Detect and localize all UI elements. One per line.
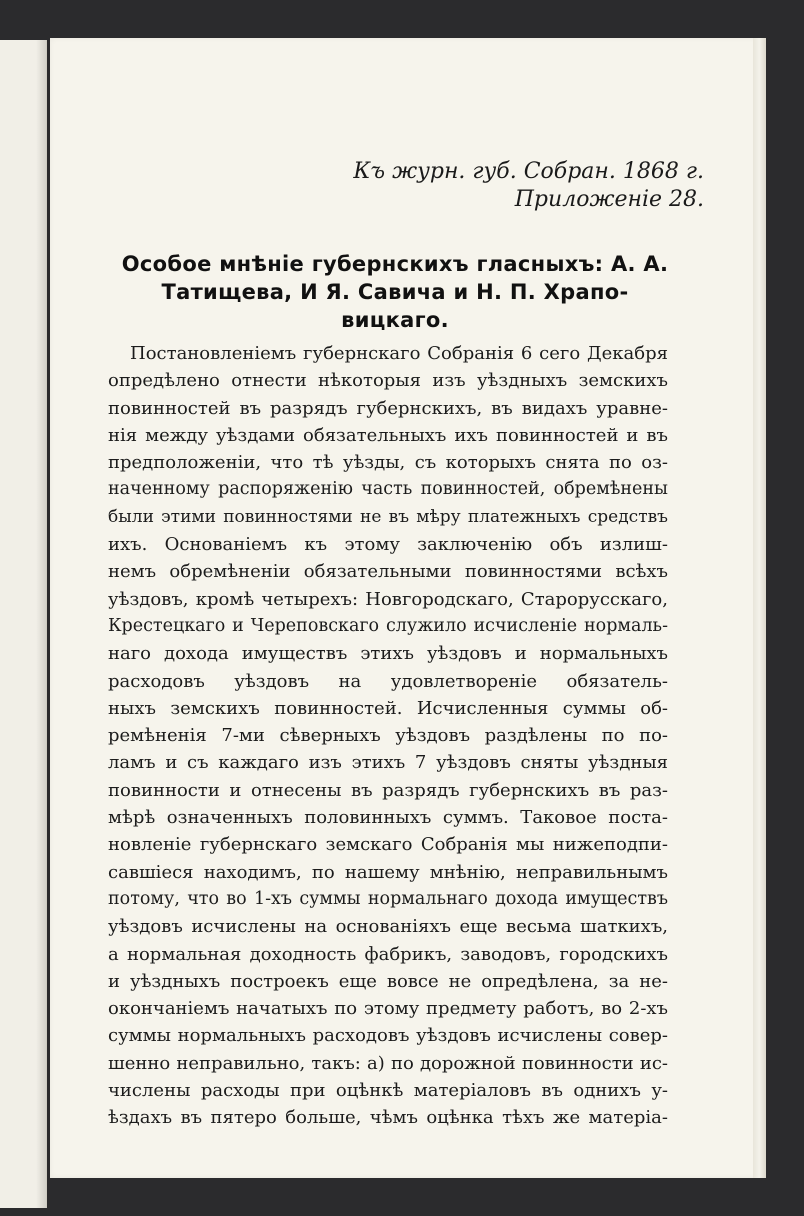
- page-header: [353, 158, 704, 214]
- title-line-1: Особое мнѣніе губернскихъ гласныхъ: А. А.: [121, 252, 669, 276]
- body-line: нія между уѣздами обязательныхъ ихъ повинностей и въ: [108, 424, 668, 446]
- appendix-number: Приложеніе 28.: [514, 187, 704, 212]
- body-line: и уѣздныхъ построекъ еще вовсе не опредѣлена, за не-: [108, 970, 668, 992]
- document-title: [95, 250, 695, 334]
- body-line: савшіеся находимъ, по нашему мнѣнію, неправильнымъ: [108, 861, 668, 883]
- body-line: немъ обремѣненіи обязательными повинностями всѣхъ: [108, 561, 668, 583]
- body-line: уѣздовъ, кромѣ четырехъ: Новгородскаго, Старорусскаго,: [108, 588, 668, 610]
- gutter-shadow: [36, 40, 46, 1208]
- body-line: ныхъ земскихъ повинностей. Исчисленныя суммы об-: [108, 697, 668, 719]
- body-line: мѣрѣ означенныхъ половинныхъ суммъ. Таковое поста-: [108, 807, 668, 829]
- body-line: уѣздовъ исчислены на основаніяхъ еще весьма шаткихъ,: [108, 916, 668, 938]
- body-line: шенно неправильно, такъ: а) по дорожной повинности ис-: [108, 1052, 668, 1074]
- body-line: ѣздахъ въ пятеро больше, чѣмъ оцѣнка тѣхъ же матеріа-: [108, 1107, 668, 1129]
- body-line: опредѣлено отнести нѣкоторыя изъ уѣздныхъ земскихъ: [108, 370, 668, 392]
- journal-reference: Къ журн. губ. Собран. 1868 г.: [353, 159, 704, 184]
- body-line: ихъ. Основаніемъ къ этому заключенію объ излиш-: [108, 534, 668, 556]
- body-line: предположеніи, что тѣ уѣзды, съ которыхъ снята по оз-: [108, 452, 668, 474]
- page-fore-edge: [753, 38, 766, 1178]
- body-line: наченному распоряженію часть повинностей, обремѣнены: [108, 479, 668, 500]
- body-line: наго дохода имуществъ этихъ уѣздовъ и нормальныхъ: [108, 643, 668, 665]
- body-line: расходовъ уѣздовъ на удовлетвореніе обязатель-: [108, 670, 668, 692]
- body-paragraph: [108, 340, 668, 1132]
- title-line-2: Татищева, И Я. Савича и Н. П. Храпо-: [161, 280, 629, 304]
- body-line: новленіе губернскаго земскаго Собранія мы нижеподпи-: [108, 834, 668, 856]
- body-line: были этими повинностями не въ мѣру платежныхъ средствъ: [108, 506, 668, 527]
- title-line-3: вицкаго.: [341, 308, 449, 332]
- body-line: окончаніемъ начатыхъ по этому предмету работъ, во 2-хъ: [108, 998, 668, 1020]
- body-line: Крестецкаго и Череповскаго служило исчисленіе нормаль-: [108, 615, 668, 636]
- body-line: суммы нормальныхъ расходовъ уѣздовъ исчислены совер-: [108, 1025, 668, 1047]
- body-line: а нормальная доходность фабрикъ, заводовъ, городскихъ: [108, 943, 668, 965]
- body-line: числены расходы при оцѣнкѣ матеріаловъ въ однихъ у-: [108, 1080, 668, 1102]
- body-line: потому, что во 1-хъ суммы нормальнаго дохода имуществъ: [108, 888, 668, 909]
- body-line: ламъ и съ каждаго изъ этихъ 7 уѣздовъ сняты уѣздныя: [108, 752, 668, 774]
- body-line: повинности и отнесены въ разрядъ губернскихъ въ раз-: [108, 779, 668, 801]
- body-line: повинностей въ разрядъ губернскихъ, въ видахъ уравне-: [108, 397, 668, 419]
- body-line: ремѣненія 7-ми сѣверныхъ уѣздовъ раздѣлены по по-: [108, 725, 668, 747]
- body-line: Постановленіемъ губернскаго Собранія 6 сего Декабря: [130, 343, 668, 364]
